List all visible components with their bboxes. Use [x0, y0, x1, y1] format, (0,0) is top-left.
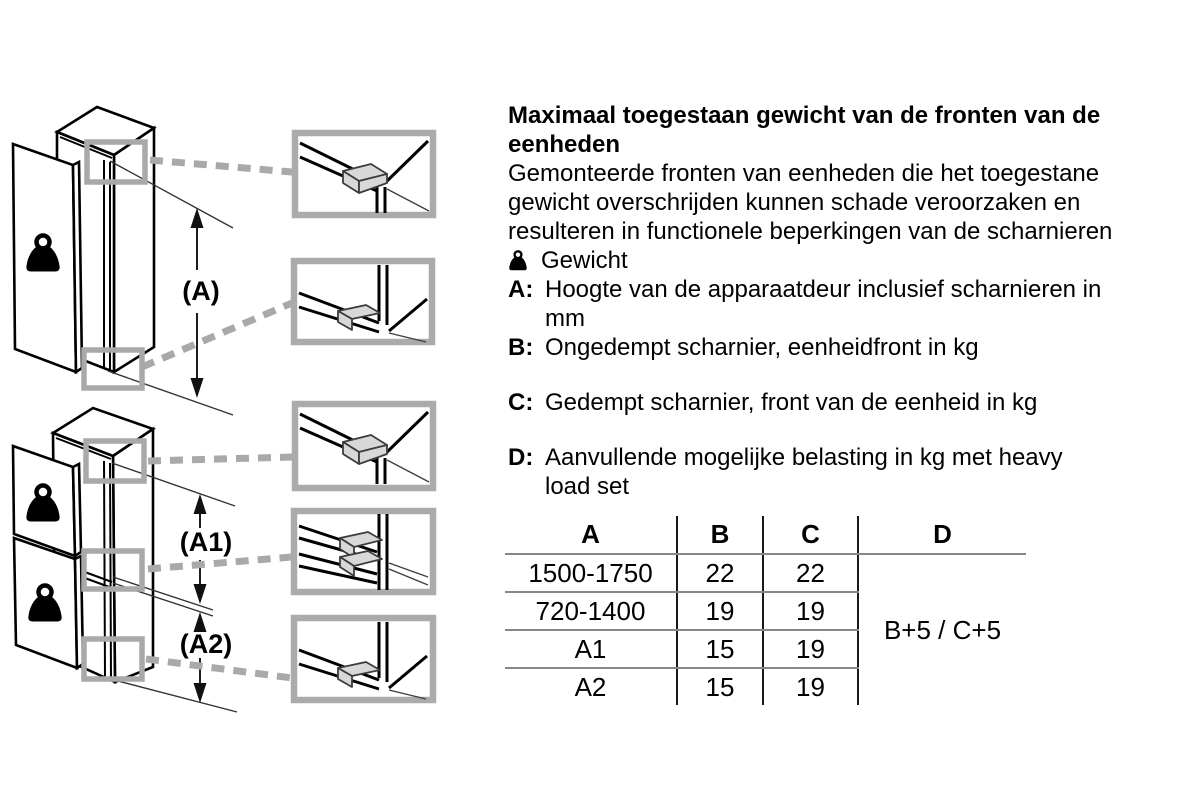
weight-legend-label: Gewicht — [541, 247, 628, 274]
legend-text: Ongedempt scharnier, eenheidfront in kg — [545, 334, 979, 361]
intro-line: Gemonteerde fronten van eenheden die het toegestane — [508, 160, 1100, 187]
max-front-weight-table — [505, 516, 1026, 705]
hinge-detail-callout-top-a — [295, 133, 433, 215]
table-header-b: B — [677, 516, 763, 554]
leader-line — [150, 160, 292, 172]
single-door-unit-drawing — [13, 107, 292, 415]
page-title-line: Maximaal toegestaan gewicht van de fronten van de — [508, 102, 1101, 129]
legend-key: B: — [508, 334, 534, 361]
intro-paragraph — [508, 159, 1192, 246]
hinge-detail-callout-middle — [294, 511, 433, 592]
hinge-detail-callout-bottom-a2 — [294, 618, 433, 700]
table-header-row — [505, 516, 1026, 554]
page-title — [508, 101, 1192, 159]
table-header-d: D — [858, 516, 1026, 554]
cell-c-value: 22 — [763, 554, 858, 592]
table-header-c: C — [763, 516, 858, 554]
legend-key: C: — [508, 389, 534, 416]
weight-legend-row — [508, 246, 1192, 275]
cell-a-label: A1 — [505, 630, 677, 668]
legend-text: Hoogte van de apparaatdeur inclusief scharnieren in mm — [545, 276, 1102, 332]
double-door-unit-drawing — [13, 408, 292, 712]
table-row — [505, 554, 1026, 592]
cabinet-side-face — [114, 128, 154, 372]
cell-b-value: 15 — [677, 630, 763, 668]
hinge-detail-callout-bottom-a — [294, 261, 432, 342]
cabinet-side-face — [113, 429, 153, 682]
weight-icon — [508, 250, 528, 272]
leader-line — [146, 659, 292, 678]
cell-a-range: 720-1400 — [505, 592, 677, 630]
legend-text: Aanvullende mogelijke belasting in kg met heavy load set — [545, 444, 1063, 500]
cell-b-value: 19 — [677, 592, 763, 630]
intro-line: resulteren in functionele beperkingen van de scharnieren — [508, 218, 1113, 245]
hinge-detail-callout-top-a1 — [295, 404, 433, 488]
legend-item-c — [508, 388, 1192, 417]
cell-c-value: 19 — [763, 630, 858, 668]
legend-key: D: — [508, 444, 534, 471]
legend-key: A: — [508, 276, 534, 303]
dimension-label-a2: (A2) — [179, 629, 233, 659]
leader-line — [148, 457, 292, 461]
text-column — [508, 101, 1192, 501]
legend-item-a — [508, 275, 1192, 333]
cell-c-value: 19 — [763, 592, 858, 630]
cell-c-value: 19 — [763, 668, 858, 705]
page-title-line: eenheden — [508, 131, 621, 158]
legend-item-d — [508, 443, 1192, 501]
cell-a-range: 1500-1750 — [505, 554, 677, 592]
legend-text: Gedempt scharnier, front van de eenheid in kg — [545, 389, 1038, 416]
cell-b-value: 15 — [677, 668, 763, 705]
cell-b-value: 22 — [677, 554, 763, 592]
dimension-label-a1: (A1) — [179, 527, 233, 557]
leader-line — [148, 557, 292, 569]
legend-item-b — [508, 333, 1192, 362]
table-header-a: A — [505, 516, 677, 554]
cell-a-label: A2 — [505, 668, 677, 705]
leader-line — [142, 303, 292, 367]
intro-line: gewicht overschrijden kunnen schade veroorzaken en — [508, 189, 1081, 216]
cell-d-merged: B+5 / C+5 — [883, 614, 1002, 645]
appliance-installation-diagram — [0, 0, 500, 808]
dimension-label-a: (A) — [182, 276, 220, 306]
